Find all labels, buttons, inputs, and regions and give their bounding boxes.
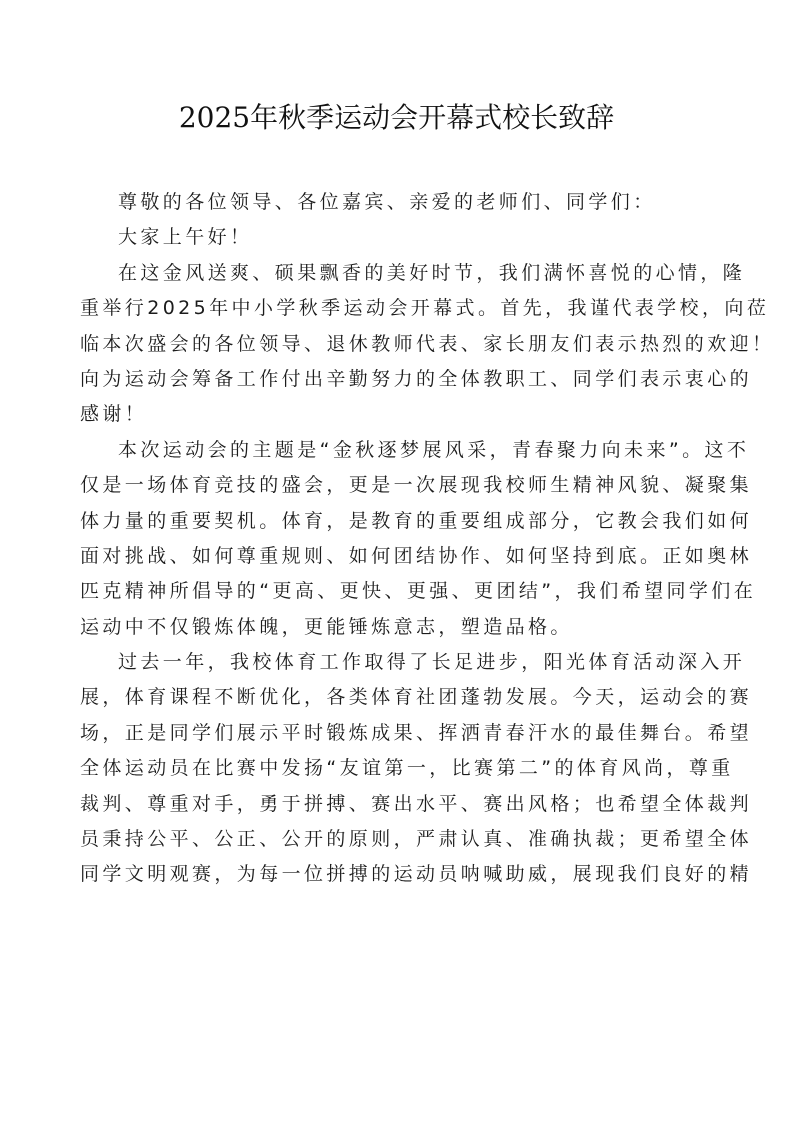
line-16: 全体运动员在比赛中发扬“友谊第一，比赛第二”的体育风尚，尊重 bbox=[80, 757, 734, 780]
line-19: 同学文明观赛，为每一位拼搏的运动员呐喊助威，展现我们良好的精 bbox=[80, 863, 753, 886]
line-5: 向为运动会筹备工作付出辛勤努力的全体教职工、同学们表示衷心的 bbox=[80, 367, 753, 390]
line-1: 大家上午好！ bbox=[118, 226, 253, 249]
line-18: 员秉持公平、公正、公开的原则，严肃认真、准确执裁；更希望全体 bbox=[80, 828, 753, 851]
line-7: 本次运动会的主题是“金秋逐梦展风采，青春聚力向未来”。这不 bbox=[118, 438, 750, 461]
line-15: 场，正是同学们展示平时锻炼成果、挥洒青春汗水的最佳舞台。希望 bbox=[80, 721, 753, 744]
line-11: 匹克精神所倡导的“更高、更快、更强、更团结”，我们希望同学们在 bbox=[80, 580, 757, 603]
line-10: 面对挑战、如何尊重规则、如何团结协作、如何坚持到底。正如奥林 bbox=[80, 544, 753, 567]
line-8: 仅是一场体育竞技的盛会，更是一次展现我校师生精神风貌、凝聚集 bbox=[80, 474, 753, 497]
line-3: 重举行2025年中小学秋季运动会开幕式。首先，我谨代表学校，向莅 bbox=[80, 297, 770, 320]
line-6: 感谢！ bbox=[80, 403, 148, 426]
line-2: 在这金风送爽、硕果飘香的美好时节，我们满怀喜悦的心情，隆 bbox=[118, 261, 746, 284]
line-0: 尊敬的各位领导、各位嘉宾、亲爱的老师们、同学们： bbox=[118, 191, 656, 213]
document-title: 2025年秋季运动会开幕式校长致辞 bbox=[178, 101, 615, 134]
line-9: 体力量的重要契机。体育，是教育的重要组成部分，它教会我们如何 bbox=[80, 509, 753, 532]
line-12: 运动中不仅锻炼体魄，更能锤炼意志，塑造品格。 bbox=[80, 615, 573, 638]
line-13: 过去一年，我校体育工作取得了长足进步，阳光体育活动深入开 bbox=[118, 651, 746, 674]
line-4: 临本次盛会的各位领导、退休教师代表、家长朋友们表示热烈的欢迎！ bbox=[80, 332, 775, 355]
line-17: 裁判、尊重对手，勇于拼搏、赛出水平、赛出风格；也希望全体裁判 bbox=[80, 792, 753, 815]
speech-body bbox=[80, 185, 775, 893]
line-14: 展，体育课程不断优化，各类体育社团蓬勃发展。今天，运动会的赛 bbox=[80, 686, 753, 709]
